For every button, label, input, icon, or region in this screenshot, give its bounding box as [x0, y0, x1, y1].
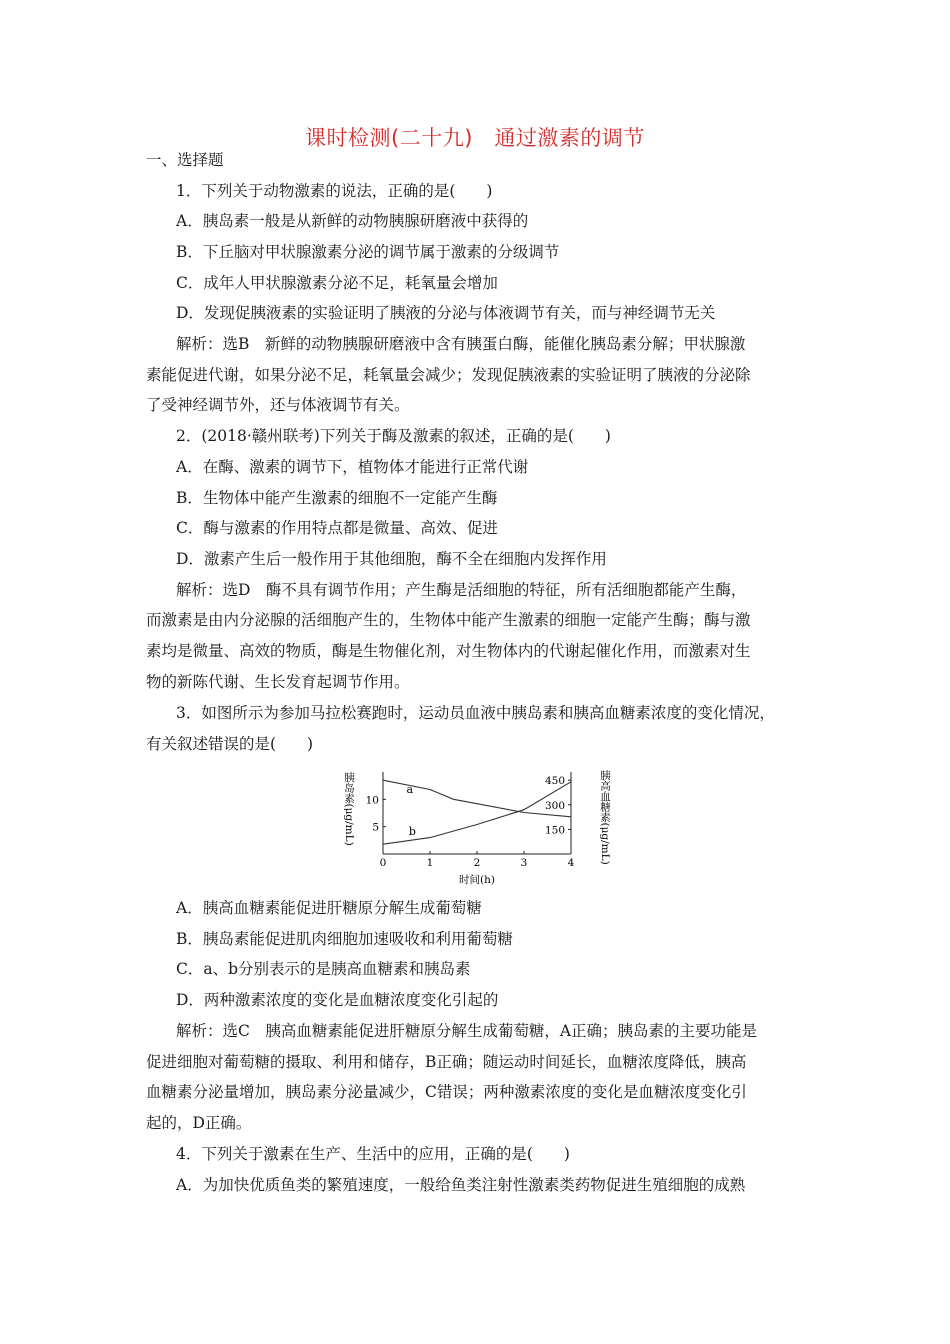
q3-answer-line-2: 促进细胞对葡萄糖的摄取、利用和储存，B正确；随运动时间延长，血糖浓度降低，胰高: [146, 1053, 747, 1071]
left-axis-label: 胰岛素(μg/mL): [343, 772, 355, 846]
q1-stem: 1．下列关于动物激素的说法，正确的是( ): [176, 182, 493, 200]
q3-answer-line-4: 起的，D正确。: [146, 1114, 252, 1132]
q2-answer-line-2: 而激素是由内分泌腺的活细胞产生的，生物体中能产生激素的细胞一定能产生酶；酶与激: [146, 611, 751, 629]
q2-option-a: A．在酶、激素的调节下，植物体才能进行正常代谢: [176, 458, 529, 476]
q3-option-d: D．两种激素浓度的变化是血糖浓度变化引起的: [176, 991, 499, 1009]
x-tick-label-2: 2: [473, 857, 481, 869]
q2-option-d: D．激素产生后一般作用于其他细胞，酶不全在细胞内发挥作用: [176, 550, 607, 568]
q2-option-c: C．酶与激素的作用特点都是微量、高效、促进: [176, 519, 498, 537]
q3-option-b: B．胰岛素能促进肌肉细胞加速吸收和利用葡萄糖: [176, 930, 513, 948]
q3-option-c: C．a、b分别表示的是胰高血糖素和胰岛素: [176, 960, 471, 978]
q3-stem-line-2: 有关叙述错误的是( ): [146, 735, 314, 753]
right-tick-label-150: 150: [544, 824, 565, 837]
x-tick-label-4: 4: [567, 857, 575, 869]
q4-option-a: A．为加快优质鱼类的繁殖速度，一般给鱼类注射性激素类药物促进生殖细胞的成熟: [176, 1176, 746, 1194]
series-a-label: a: [406, 782, 414, 796]
q2-option-b: B．生物体中能产生激素的细胞不一定能产生酶: [176, 489, 498, 507]
page-title: 课时检测(二十九) 通过激素的调节: [305, 126, 645, 150]
q1-option-d: D．发现促胰液素的实验证明了胰液的分泌与体液调节有关，而与神经调节无关: [176, 304, 716, 322]
q2-stem: 2．(2018·赣州联考)下列关于酶及激素的叙述，正确的是( ): [176, 427, 611, 445]
right-tick-label-450: 450: [544, 775, 565, 788]
x-tick-label-0: 0: [379, 857, 387, 869]
left-tick-label-5: 5: [372, 821, 379, 834]
q1-option-b: B．下丘脑对甲状腺激素分泌的调节属于激素的分级调节: [176, 243, 560, 261]
q1-answer-line-2: 素能促进代谢，如果分泌不足，耗氧量会减少；发现促胰液素的实验证明了胰液的分泌除: [146, 366, 751, 384]
right-tick-label-300: 300: [544, 799, 565, 812]
q3-stem-line-1: 3．如图所示为参加马拉松赛跑时，运动员血液中胰岛素和胰高血糖素浓度的变化情况，: [176, 704, 775, 722]
q3-answer-line-3: 血糖素分泌量增加，胰岛素分泌量减少，C错误；两种激素浓度的变化是血糖浓度变化引: [146, 1083, 747, 1101]
q2-answer-line-1: 解析：选D 酶不具有调节作用；产生酶是活细胞的特征，所有活细胞都能产生酶，: [176, 581, 747, 599]
series-b-label: b: [408, 825, 416, 839]
right-axis-label: 胰高血糖素(μg/mL): [599, 770, 611, 865]
q2-answer-line-4: 物的新陈代谢、生长发育起调节作用。: [146, 673, 410, 691]
x-tick-label-3: 3: [520, 857, 528, 869]
q1-option-c: C．成年人甲状腺激素分泌不足，耗氧量会增加: [176, 274, 498, 292]
hormone-chart: [335, 762, 635, 892]
x-tick-label-1: 1: [426, 857, 434, 869]
q1-answer-line-1: 解析：选B 新鲜的动物胰腺研磨液中含有胰蛋白酶，能催化胰岛素分解；甲状腺激: [176, 335, 746, 353]
q1-answer-line-3: 了受神经调节外，还与体液调节有关。: [146, 396, 410, 414]
q3-option-a: A．胰高血糖素能促进肝糖原分解生成葡萄糖: [176, 899, 482, 917]
q2-answer-line-3: 素均是微量、高效的物质，酶是生物催化剂，对生物体内的代谢起催化作用，而激素对生: [146, 642, 751, 660]
section-heading: 一、选择题: [146, 151, 224, 169]
q4-stem: 4．下列关于激素在生产、生活中的应用，正确的是( ): [176, 1145, 570, 1163]
x-axis-label: 时间(h): [459, 874, 495, 886]
hormone-chart-svg: [335, 762, 635, 892]
q3-answer-line-1: 解析：选C 胰高血糖素能促进肝糖原分解生成葡萄糖，A正确；胰岛素的主要功能是: [176, 1022, 758, 1040]
q1-option-a: A．胰岛素一般是从新鲜的动物胰腺研磨液中获得的: [176, 212, 529, 230]
left-tick-label-10: 10: [365, 794, 379, 807]
